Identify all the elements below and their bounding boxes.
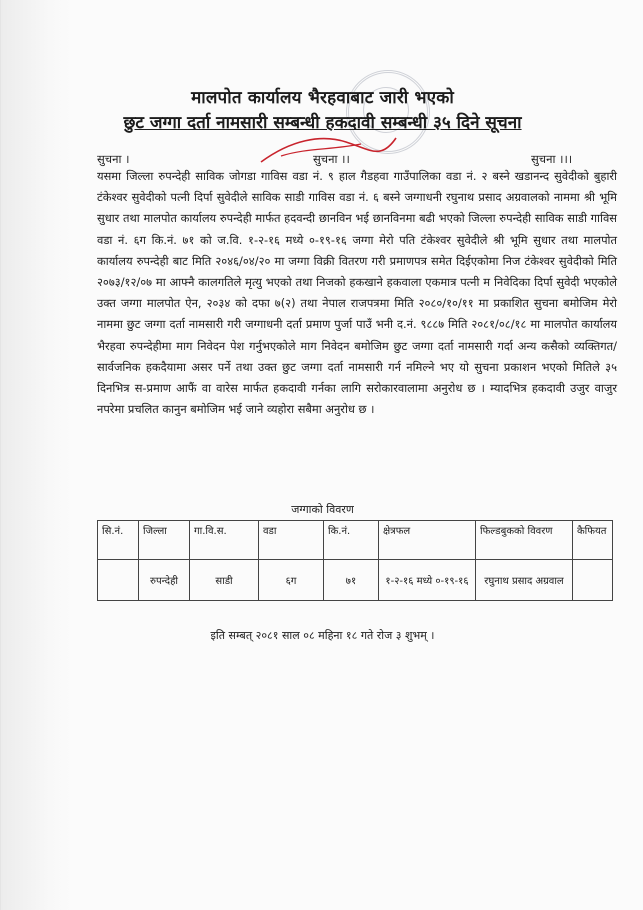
cell-remarks (573, 560, 613, 601)
col-fieldbook: फिल्डबुकको विवरण (476, 521, 573, 560)
notice-title-subject: छुट जग्गा दर्ता नामसारी सम्बन्धी हकदावी सम्बन्धी ३५ दिने सूचना (123, 113, 522, 133)
col-serial-no: सि.नं. (98, 521, 139, 560)
notice-label-third: सुचना ।।। (531, 152, 573, 166)
notice-label-second: सुचना ।। (313, 152, 350, 166)
cell-fieldbook: रघुनाथ प्रसाद अग्रवाल (476, 560, 573, 601)
cell-plot-no: ७१ (324, 560, 379, 601)
notice-title-office: मालपोत कार्यालय भैरहवाबाट जारी भएको (191, 88, 454, 108)
cell-ward: ६ग (259, 560, 324, 601)
col-vdc: गा.वि.स. (190, 521, 259, 560)
cell-district: रुपन्देही (139, 560, 190, 601)
land-details-table (97, 520, 613, 601)
col-plot-no: कि.नं. (324, 521, 379, 560)
cell-area: १-२-१६ मध्ये ०-१९-१६ (379, 560, 476, 601)
col-ward: वडा (259, 521, 324, 560)
page-fold-shadow (1, 0, 71, 910)
col-district: जिल्ला (139, 521, 190, 560)
col-remarks: कैफियत (573, 521, 613, 560)
col-area: क्षेत्रफल (379, 521, 476, 560)
table-header-row (98, 521, 613, 560)
notice-date-footer: इति सम्बत् २०८१ साल ०८ महिना १८ गते रोज ३ शुभम् । (210, 629, 435, 642)
land-details-caption: जग्गाको विवरण (291, 503, 354, 516)
table-row (98, 560, 613, 601)
notice-label-first: सुचना । (97, 152, 130, 166)
cell-vdc: साडी (190, 560, 259, 601)
notice-body-paragraph: यसमा जिल्ला रुपन्देही साविक जोगडा गाविस वडा नं. ९ हाल गैडहवा गाउँपालिका वडा नं. २ बस्ने खडानन्द सुवेदीको बुहारी टंकेश्वर सुवेदीको पत्नी दिर्पा सुवेदीले साविक साडी गाविस वडा नं. ६ बस्ने जग्गाधनी रघुनाथ प्रसाद अग्रवालको नाममा श्री भूमि सुधार तथा मालपोत कार्यालय रुपन्देही मार्फत हदवन्दी छानविन भई छानविनमा बढी भएको जिल्ला रुपन्देही साविक साडी गाविस वडा नं. ६ग कि.नं. ७१ को ज.वि. १-२-१६ मध्ये ०-१९-१६ जग्गा मेरो पति टंकेश्वर सुवेदीले श्री भूमि सुधार तथा मालपोत कार्यालय रुपन्देही बाट मिति २०४६/०४/२० मा जग्गा विक्री वितरण गरी प्रमाणपत्र समेत दिईएकोमा निज टंकेश्वर सुवेदीको मिति २०७३/१२/०७ मा आफ्नै कालगतिले मृत्यु भएको तथा निजको हकखाने हकवाला एकमात्र पत्नी म निवेदिका दिर्पा सुवेदी भएकोले उक्त जग्गा मालपोत ऐन, २०३४ को दफा ७(२) तथा नेपाल राजपत्रमा मिति २०८०/१०/११ मा प्रकाशित सुचना बमोजिम मेरो नाममा छुट जग्गा दर्ता नामसारी गरी जग्गाधनी दर्ता प्रमाण पुर्जा पाउँ भनी द.नं. ९८८७ मिति २०८१/०८/१८ मा मालपोत कार्यालय भैरहवा रुपन्देहीमा माग निवेदन पेश गर्नुभएकोले माग निवेदन बमोजिम छुट जग्गा दर्ता नामसारी गर्दा अन्य कसैको व्यक्तिगत/सार्वजनिक हकदैयामा असर पर्ने तथा उक्त छुट जग्गा दर्ता नामसारी गर्न नमिल्ने भए यो सुचना प्रकाशन भएको मितिले ३५ दिनभित्र स-प्रमाण आफैं वा वारेस मार्फत हकदावी गर्नका लागि सरोकारवालामा अनुरोध छ । म्यादभित्र हकदावी उजुर वाजुर नपरेमा प्रचलित कानुन बमोजिम भई जाने व्यहोरा सबैमा अनुरोध छ । (97, 169, 617, 417)
cell-serial-no (98, 560, 139, 601)
